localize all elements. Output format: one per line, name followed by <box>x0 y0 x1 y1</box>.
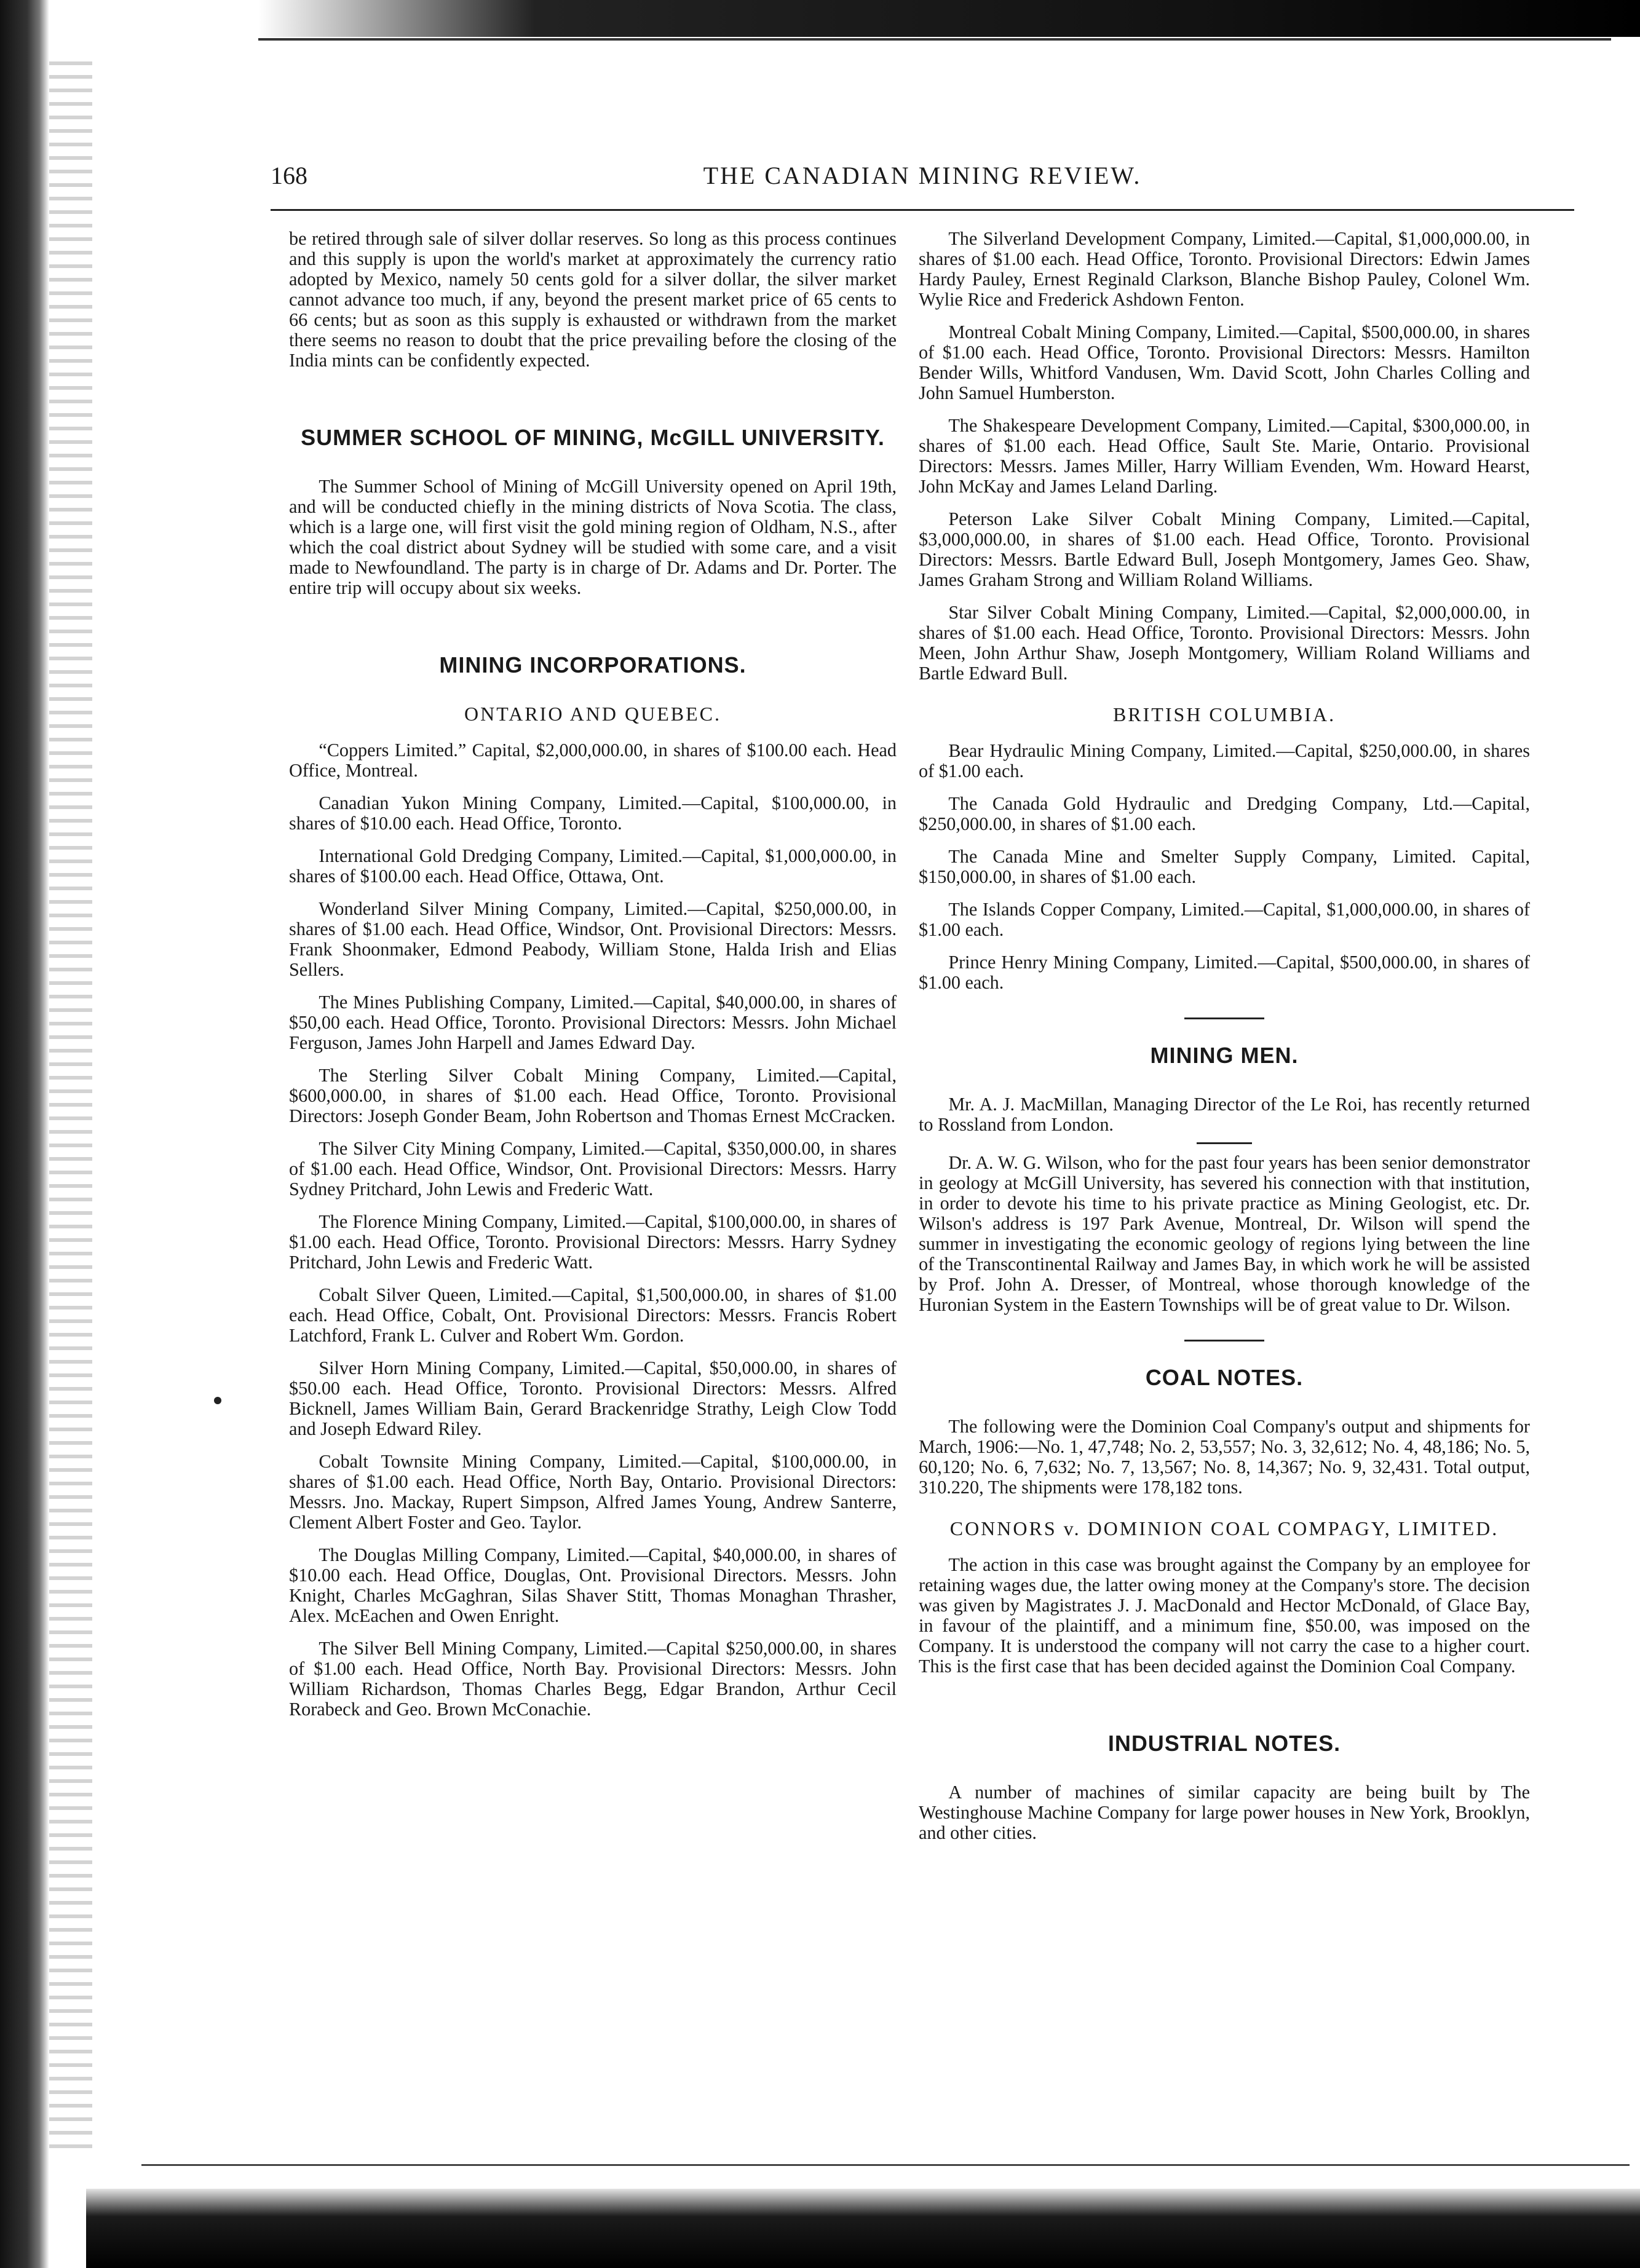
scan-line-top <box>258 38 1611 41</box>
summer-school-text: The Summer School of Mining of McGill University opened on April 19th, and will be conducted chiefly in the mining districts of Nova Scotia. The class, which is a large one, will first visit the gold mining region of Oldham, N.S., after which the coal district about Sydney will be studied with some care, and a visit made to Newfoundland. The party is in charge of Dr. Adams and Dr. Porter. The entire trip will occupy about six weeks. <box>289 476 897 598</box>
incorporation-entry: Montreal Cobalt Mining Company, Limited.—Capital, $500,000.00, in shares of $1.00 each. Head Office, Toronto. Provisional Directors: Messrs. Hamilton Bender Wills, Whitford Vandusen, Wm. David Scott, John Charles Colling and John Samuel Humberston. <box>919 322 1530 403</box>
bullet-mark <box>214 1397 221 1404</box>
ontario-quebec-heading: ONTARIO AND QUEBEC. <box>464 703 721 725</box>
mining-men-note: Dr. A. W. G. Wilson, who for the past four years has been senior demonstrator in geology at McGill University, has severed his connection with that institution, in order to devote his time to his private practice as Mining Geologist, etc. Dr. Wilson's address is 197 Park Avenue, Montreal, Dr. Wilson will spend the summer in investigating the economic geology of regions lying between the line of the Transcontinental Railway and James Bay, in which work he will be assisted by Prof. John A. Dresser, of Montreal, whose thorough knowledge of the Huronian System in the Eastern Townships will be of great value to Dr. Wilson. <box>919 1152 1530 1315</box>
scan-edge-bottom <box>86 2189 1640 2268</box>
header-rule <box>271 209 1574 211</box>
bc-entry: The Islands Copper Company, Limited.—Capital, $1,000,000.00, in shares of $1.00 each. <box>919 899 1530 940</box>
short-divider <box>1197 1142 1252 1144</box>
incorporation-entry: The Silverland Development Company, Limited.—Capital, $1,000,000.00, in shares of $1.00 each. Head Office, Toronto. Provisional Directors: Edwin James Hardy Pauley, Ernest Reginald Clarkson, Blanche Bishop Pauley, Colonel Wm. Wylie Rice and Frederick Ashdown Fenton. <box>919 228 1530 310</box>
industrial-notes-heading: INDUSTRIAL NOTES. <box>1107 1731 1341 1756</box>
incorporation-entry: Cobalt Silver Queen, Limited.—Capital, $1,500,000.00, in shares of $1.00 each. Head Office, Cobalt, Ont. Provisional Directors: Messrs. Francis Robert Latchford, Frank L. Culver and Robert Wm. Gordon. <box>289 1284 897 1346</box>
incorporation-entry: The Mines Publishing Company, Limited.—Capital, $40,000.00, in shares of $50,00 each. Head Office, Toronto. Provisional Directors: Messrs. John Michael Ferguson, James John Harpell and James Edward Day. <box>289 992 897 1053</box>
scan-edge-left <box>0 0 49 2268</box>
incorporation-entry: Peterson Lake Silver Cobalt Mining Company, Limited.—Capital, $3,000,000.00, in shares of $1.00 each. Head Office, Toronto. Provisional Directors: Messrs. Bartle Edward Bull, Joseph Montgomery, James Geo. Shaw, James Graham Strong and William Roland Williams. <box>919 508 1530 590</box>
silver-paragraph: be retired through sale of silver dollar reserves. So long as this process continues and this supply is upon the world's market at approximately the currency ratio adopted by Mexico, namely 50 cents gold for a silver dollar, the silver market cannot advance too much, if any, beyond the present market price of 65 cents to 66 cents; but as soon as this supply is exhausted or withdrawn from the market there seems no reason to doubt that the price prevailing before the closing of the India mints can be confidently expected. <box>289 228 897 371</box>
incorporation-entry: International Gold Dredging Company, Limited.—Capital, $1,000,000.00, in shares of $100.00 each. Head Office, Ottawa, Ont. <box>289 845 897 887</box>
incorporation-entry: The Silver Bell Mining Company, Limited.—Capital $250,000.00, in shares of $1.00 each. Head Office, North Bay. Provisional Directors: Messrs. John William Richardson, Thomas Charles Begg, Edgar Brandon, Arthur Cecil Rorabeck and Geo. Brown McConachie. <box>289 1638 897 1720</box>
coal-notes-text: The following were the Dominion Coal Company's output and shipments for March, 1906:—No. 1, 47,748; No. 2, 53,557; No. 3, 32,612; No. 4, 48,186; No. 5, 60,120; No. 6, 7,632; No. 7, 13,567; No. 8, 14,367; No. 9, 32,431. Total output, 310.220, The shipments were 178,182 tons. <box>919 1416 1530 1498</box>
section-divider <box>1184 1340 1264 1341</box>
incorporation-entry: The Douglas Milling Company, Limited.—Capital, $40,000.00, in shares of $10.00 each. Head Office, Douglas, Ont. Provisional Directors. Messrs. John Knight, Charles McGaghran, Silas Shaver Stitt, Thomas Monaghan Thrasher, Alex. McEachen and Owen Enright. <box>289 1544 897 1626</box>
mining-men-heading: MINING MEN. <box>1150 1043 1299 1068</box>
scan-line-bottom <box>141 2164 1630 2166</box>
left-column <box>289 229 897 1720</box>
mining-men-note: Mr. A. J. MacMillan, Managing Director of the Le Roi, has recently returned to Rossland from London. <box>919 1094 1530 1135</box>
scan-edge-top <box>258 0 1640 37</box>
connors-case-text: The action in this case was brought against the Company by an employee for retaining wages due, the latter owing money at the Company's store. The decision was given by Magistrates J. J. MacDonald and Hector McDonald, of Glace Bay, in favour of the plaintiff, and a minimum fine, $50.00, was imposed on the Company. It is understood the company will not carry the case to a higher court. This is the first case that has been decided against the Dominion Coal Company. <box>919 1554 1530 1677</box>
incorporation-entry: The Silver City Mining Company, Limited.—Capital, $350,000.00, in shares of $1.00 each. Head Office, Windsor, Ont. Provisional Directors: Messrs. Harry Sydney Pritchard, John Lewis and Frederic Watt. <box>289 1138 897 1199</box>
incorporation-entry: The Shakespeare Development Company, Limited.—Capital, $300,000.00, in shares of $1.00 each. Head Office, Sault Ste. Marie, Ontario. Provisional Directors: Messrs. James Miller, Harry William Evenden, Wm. Howard Hearst, John McKay and James Leland Darling. <box>919 415 1530 497</box>
incorporation-entry: Canadian Yukon Mining Company, Limited.—Capital, $100,000.00, in shares of $10.00 each. Head Office, Toronto. <box>289 792 897 834</box>
page-header <box>271 161 1574 198</box>
incorporation-entry: The Sterling Silver Cobalt Mining Company, Limited.—Capital, $600,000.00, in shares of $1.00 each. Head Office, Toronto. Provisional Directors: Joseph Gonder Beam, John Robertson and Thomas Ernest McCracken. <box>289 1065 897 1126</box>
bc-entry: The Canada Gold Hydraulic and Dredging Company, Ltd.—Capital, $250,000.00, in shares of $1.00 each. <box>919 793 1530 834</box>
coal-notes-heading: COAL NOTES. <box>1145 1365 1304 1390</box>
scan-binding-shadow <box>49 61 92 2152</box>
incorporations-heading: MINING INCORPORATIONS. <box>439 652 747 678</box>
running-title: THE CANADIAN MINING REVIEW. <box>703 162 1142 189</box>
bc-entry: Prince Henry Mining Company, Limited.—Capital, $500,000.00, in shares of $1.00 each. <box>919 952 1530 993</box>
industrial-notes-text: A number of machines of similar capacity are being built by The Westinghouse Machine Company for large power houses in New York, Brooklyn, and other cities. <box>919 1782 1530 1843</box>
connors-case-heading: CONNORS v. DOMINION COAL COMPAGY, LIMITED. <box>949 1517 1499 1539</box>
british-columbia-heading: BRITISH COLUMBIA. <box>1112 703 1336 725</box>
right-column <box>919 229 1530 1843</box>
summer-school-heading: SUMMER SCHOOL OF MINING, McGILL UNIVERSITY. <box>301 425 885 450</box>
incorporation-entry: Silver Horn Mining Company, Limited.—Capital, $50,000.00, in shares of $50.00 each. Head Office, Toronto. Provisional Directors: Messrs. Alfred Bicknell, James William Bain, Gerard Brackenridge Strathy, Leigh Clow Todd and Joseph Edward Riley. <box>289 1357 897 1439</box>
incorporation-entry: Wonderland Silver Mining Company, Limited.—Capital, $250,000.00, in shares of $1.00 each. Head Office, Windsor, Ont. Provisional Directors: Messrs. Frank Shoonmaker, Edmond Peabody, William Stone, Halda Irish and Elias Sellers. <box>289 898 897 980</box>
bc-entry: Bear Hydraulic Mining Company, Limited.—Capital, $250,000.00, in shares of $1.00 each. <box>919 740 1530 781</box>
incorporation-entry: Star Silver Cobalt Mining Company, Limited.—Capital, $2,000,000.00, in shares of $1.00 each. Head Office, Toronto. Provisional Directors: Messrs. John Meen, John Arthur Shaw, Joseph Montgomery, William Roland Williams and Bartle Edward Bull. <box>919 602 1530 684</box>
page-number: 168 <box>271 162 307 189</box>
incorporation-entry: The Florence Mining Company, Limited.—Capital, $100,000.00, in shares of $1.00 each. Head Office, Toronto. Provisional Directors: Messrs. Harry Sydney Pritchard, John Lewis and Frederic Watt. <box>289 1211 897 1273</box>
section-divider <box>1184 1017 1264 1019</box>
bc-entry: The Canada Mine and Smelter Supply Company, Limited. Capital, $150,000.00, in shares of $1.00 each. <box>919 846 1530 887</box>
incorporation-entry: “Coppers Limited.” Capital, $2,000,000.00, in shares of $100.00 each. Head Office, Montreal. <box>289 740 897 781</box>
incorporation-entry: Cobalt Townsite Mining Company, Limited.—Capital, $100,000.00, in shares of $1.00 each. Head Office, North Bay, Ontario. Provisional Directors: Messrs. Jno. Mackay, Rupert Simpson, Alfred James Young, Andrew Santerre, Clement Albert Foster and Geo. Taylor. <box>289 1451 897 1533</box>
